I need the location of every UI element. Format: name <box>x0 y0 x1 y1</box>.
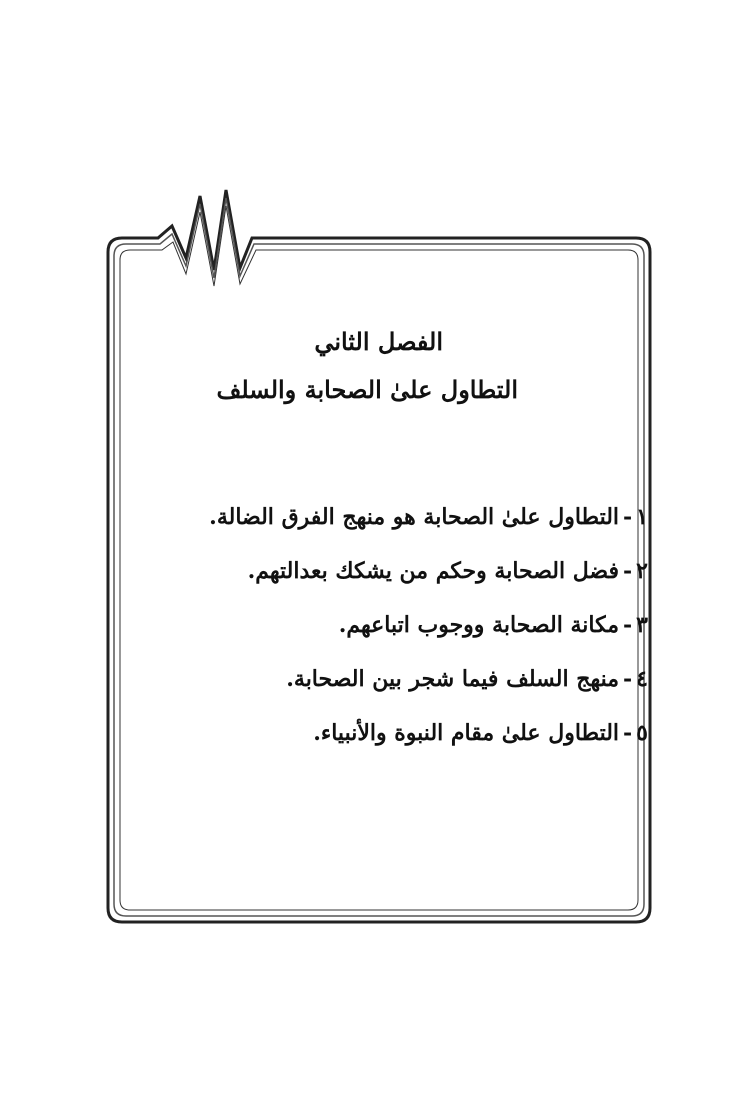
topic-dash: - <box>623 612 633 638</box>
topic-text: مكانة الصحابة ووجوب اتباعهم. <box>338 612 620 638</box>
topic-dash: - <box>623 504 633 530</box>
topic-text: فضل الصحابة وحكم من يشكك بعدالتهم. <box>247 558 620 584</box>
topic-number: ٤ <box>636 666 648 692</box>
topic-dash: - <box>623 720 633 746</box>
topic-item <box>209 664 648 718</box>
topic-text: منهج السلف فيما شجر بين الصحابة. <box>286 666 620 692</box>
topic-number: ٣ <box>636 612 648 638</box>
topic-dash: - <box>623 666 633 692</box>
chapter-page <box>118 240 648 910</box>
chapter-subtitle: التطاول علىٰ الصحابة والسلف <box>216 375 518 404</box>
topic-item <box>209 556 648 610</box>
topic-dash: - <box>623 558 633 584</box>
topic-text: التطاول علىٰ مقام النبوة والأنبياء. <box>313 720 620 746</box>
topic-number: ٥ <box>636 720 648 746</box>
topic-number: ١ <box>636 504 648 530</box>
topic-item <box>209 610 648 664</box>
topic-item <box>209 502 648 556</box>
topic-item <box>209 718 648 772</box>
topics-list <box>209 502 648 772</box>
topic-text: التطاول علىٰ الصحابة هو منهج الفرق الضالة. <box>209 504 620 530</box>
chapter-title: الفصل الثاني <box>314 327 443 356</box>
topic-number: ٢ <box>636 558 648 584</box>
